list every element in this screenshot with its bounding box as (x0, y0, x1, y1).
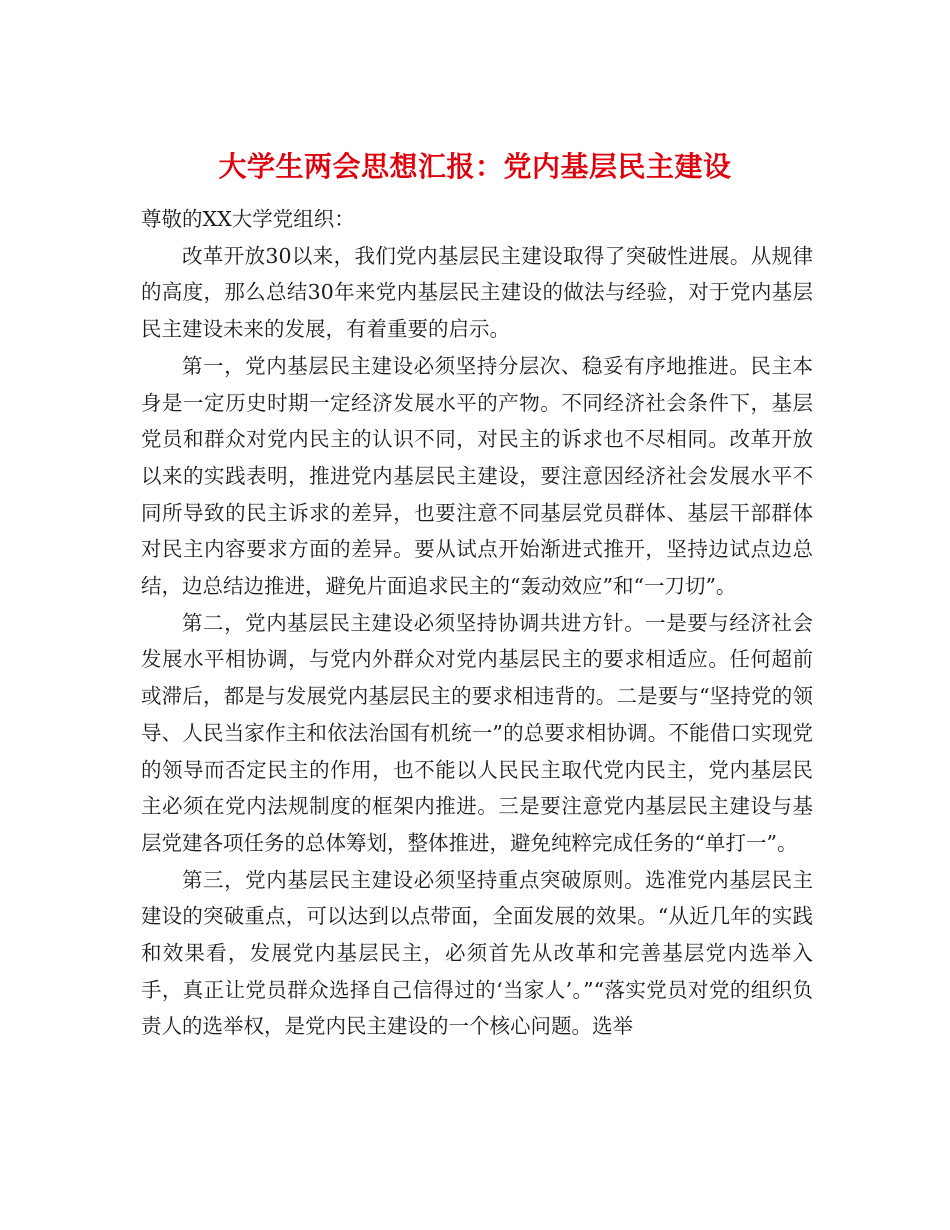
paragraph-second: 第二，党内基层民主建设必须坚持协调共进方针。一是要与经济社会发展水平相协调，与党内外群众对党内基层民主的要求相适应。任何超前或滞后，都是与发展党内基层民主的要求相违背的。二是要与“坚持党的领导、人民当家作主和依法治国有机统一”的总要求相协调。不能借口实现党的领导而否定民主的作用，也不能以人民民主取代党内民主，党内基层民主必须在党内法规制度的框架内推进。三是要注意党内基层民主建设与基层党建各项任务的总体筹划，整体推进，避免纯粹完成任务的“单打一”。 (141, 610, 813, 855)
document-title: 大学生两会思想汇报：党内基层民主建设 (218, 149, 732, 183)
paragraph-intro: 改革开放30以来，我们党内基层民主建设取得了突破性进展。从规律的高度，那么总结30年来党内基层民主建设的做法与经验，对于党内基层民主建设未来的发展，有着重要的启示。 (141, 243, 813, 342)
document-body (141, 201, 813, 1045)
paragraph-first: 第一，党内基层民主建设必须坚持分层次、稳妥有序地推进。民主本身是一定历史时期一定经济发展水平的产物。不同经济社会条件下，基层党员和群众对党内民主的认识不同，对民主的诉求也不尽相同。改革开放以来的实践表明，推进党内基层民主建设，要注意因经济社会发展水平不同所导致的民主诉求的差异，也要注意不同基层党员群体、基层干部群体对民主内容要求方面的差异。要从试点开始渐进式推开，坚持边试点边总结，边总结边推进，避免片面追求民主的“轰动效应”和“一刀切”。 (141, 353, 813, 599)
paragraph-third: 第三，党内基层民主建设必须坚持重点突破原则。选准党内基层民主建设的突破重点，可以达到以点带面，全面发展的效果。“从近几年的实践和效果看，发展党内基层民主，必须首先从改革和完善基层党内选举入手，真正让党员群众选择自己信得过的‘当家人’。”“落实党员对党的组织负责人的选举权，是党内民主建设的一个核心问题。选举 (141, 867, 813, 1039)
salutation: 尊敬的XX大学党组织： (141, 207, 355, 231)
